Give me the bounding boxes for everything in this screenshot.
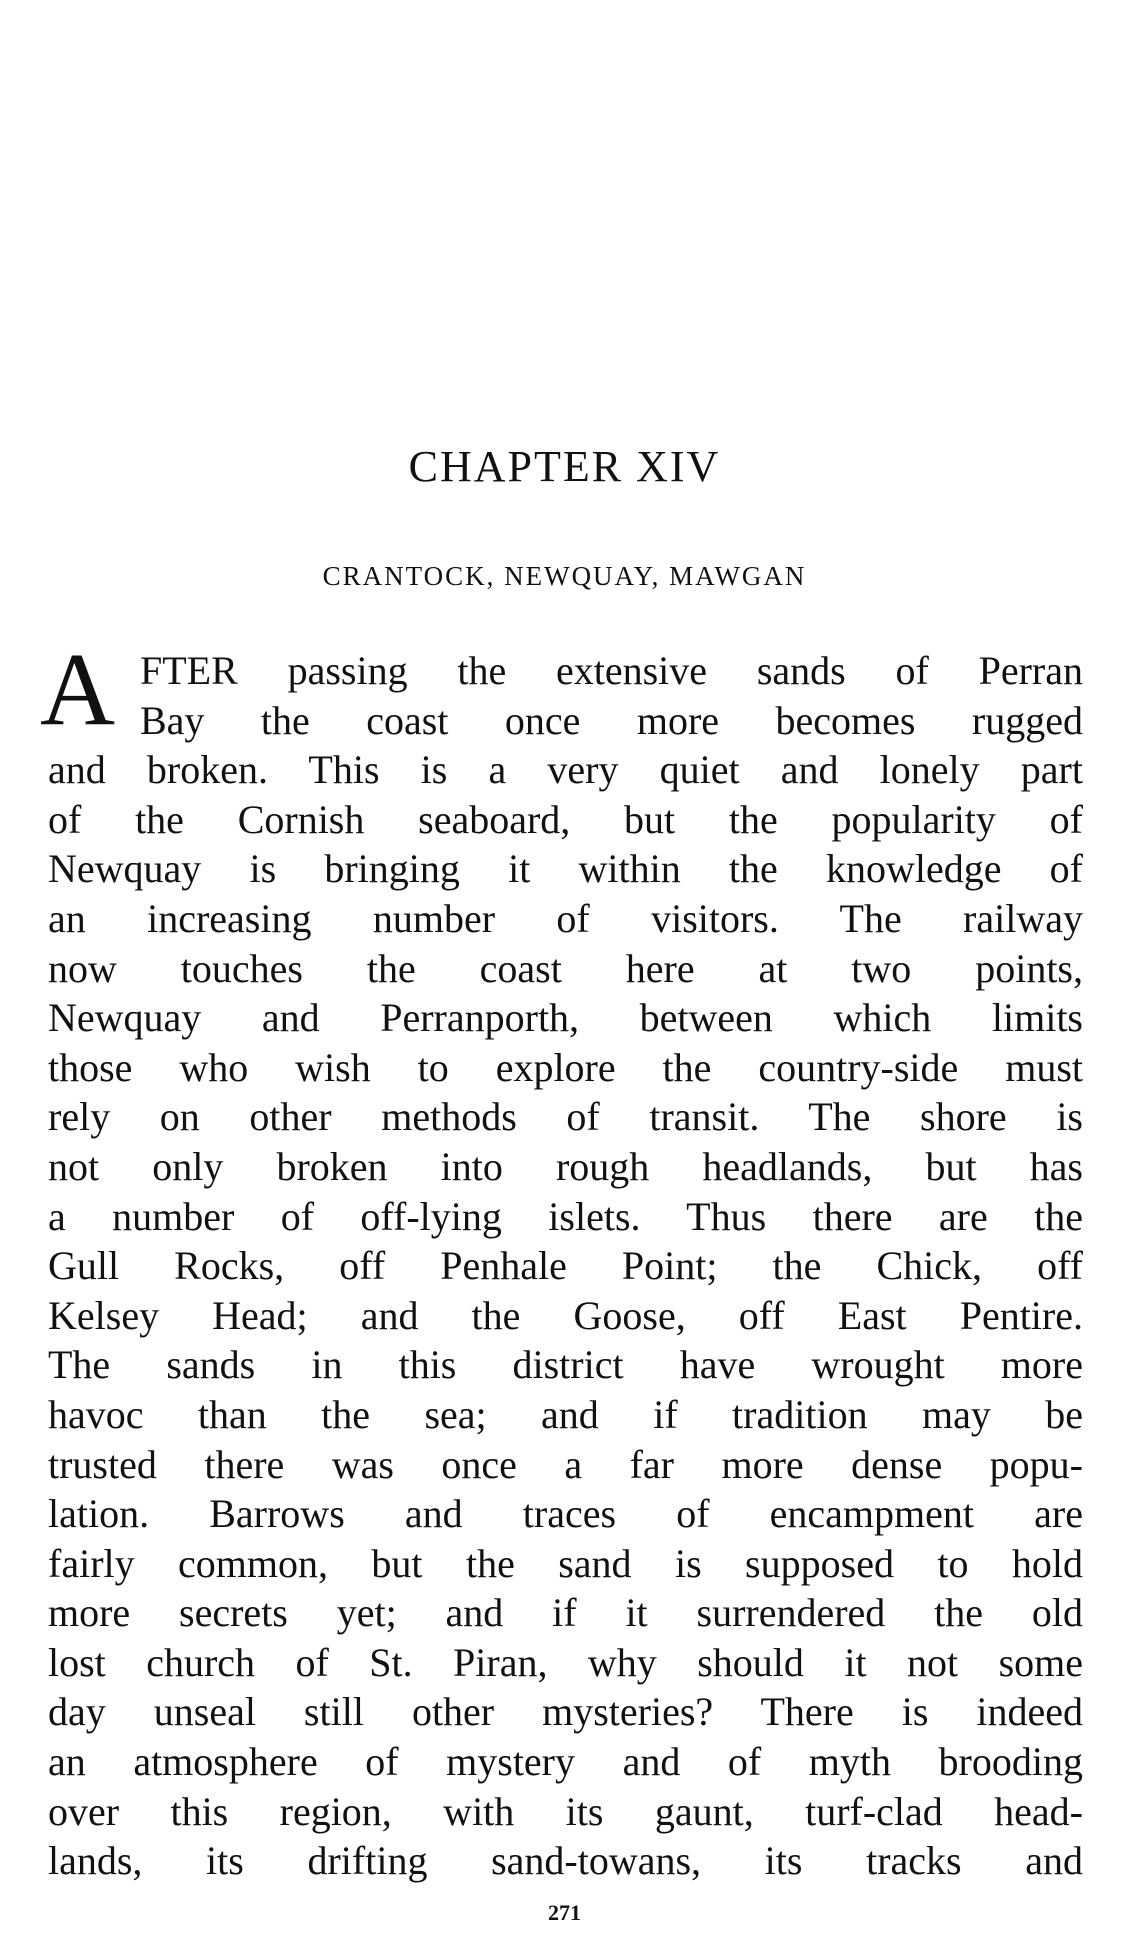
text-line: trusted there was once a far more dense popu- <box>48 1441 1083 1487</box>
text-line: a number of off-lying islets. Thus there are the <box>48 1193 1083 1239</box>
text-line: of the Cornish seaboard, but the popularity of <box>48 796 1083 842</box>
chapter-subtitle: CRANTOCK, NEWQUAY, MAWGAN <box>322 561 807 591</box>
text-line: not only broken into rough headlands, but has <box>48 1143 1083 1189</box>
text-line: Newquay and Perranporth, between which limits <box>48 995 1083 1041</box>
text-line: havoc than the sea; and if tradition may be <box>48 1391 1083 1437</box>
text-line: fairly common, but the sand is supposed to hold <box>48 1540 1083 1586</box>
text-line: Kelsey Head; and the Goose, off East Pentire. <box>48 1292 1083 1338</box>
page-number: 271 <box>548 1900 581 1925</box>
body-text <box>48 646 1083 1886</box>
text-line: Gull Rocks, off Penhale Point; the Chick, off <box>48 1243 1083 1289</box>
drop-cap: A <box>40 632 116 747</box>
text-line: lands, its drifting sand-towans, its tracks and <box>48 1838 1083 1884</box>
text-line: lation. Barrows and traces of encampment are <box>48 1491 1083 1537</box>
text-line: an atmosphere of mystery and of myth brooding <box>48 1739 1083 1785</box>
text-line: The sands in this district have wrought more <box>48 1342 1083 1388</box>
chapter-heading: CHAPTER XIV <box>408 442 721 491</box>
text-line: day unseal still other mysteries? There is indeed <box>48 1689 1083 1735</box>
text-line: and broken. This is a very quiet and lonely part <box>48 747 1083 793</box>
text-line: FTER passing the extensive sands of Perran <box>140 648 1083 693</box>
text-line: Newquay is bringing it within the knowledge of <box>48 846 1083 892</box>
text-line: lost church of St. Piran, why should it not some <box>48 1639 1083 1685</box>
text-line: more secrets yet; and if it surrendered the old <box>48 1590 1083 1636</box>
text-line: now touches the coast here at two points, <box>48 945 1083 991</box>
text-line: Bay the coast once more becomes rugged <box>140 697 1083 743</box>
text-line: an increasing number of visitors. The railway <box>48 895 1083 941</box>
text-line: over this region, with its gaunt, turf-clad head- <box>48 1788 1083 1834</box>
text-line: those who wish to explore the country-side must <box>48 1044 1083 1090</box>
text-line: rely on other methods of transit. The shore is <box>48 1094 1083 1140</box>
